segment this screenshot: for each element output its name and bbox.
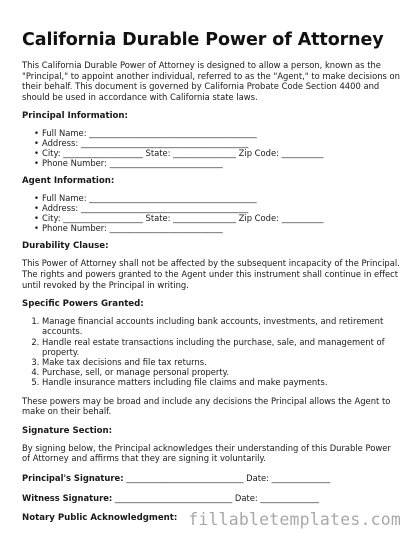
durability-heading: Durability Clause: [22, 241, 109, 252]
witness-date-label: Date: [234, 492, 258, 503]
power-item: 4. Purchase, sell, or manage personal property. [42, 367, 400, 377]
signature-text: By signing below, the Principal acknowledges their understanding of this Durable Power of Attorney and affirms that they are signing it voluntarily. [22, 442, 391, 464]
witness-signature-label: Witness Signature: [22, 492, 113, 503]
document-page [22, 30, 400, 530]
power-item: 5. Handle insurance matters including file claims and make payments. [42, 377, 400, 387]
witness-date-line[interactable]: ______________ [260, 492, 320, 503]
agent-fields [22, 193, 400, 233]
power-item: 1. Manage financial accounts including bank accounts, investments, and retirement accounts. [42, 316, 400, 336]
power-item: 2. Handle real estate transactions including the purchase, sale, and management of property. [42, 337, 400, 357]
agent-address-field[interactable]: • Address: ________________________________________ [34, 203, 400, 213]
signature-heading: Signature Section: [22, 425, 113, 436]
principal-city-state-zip-field[interactable]: • City: ___________________ State: _______________ Zip Code: __________ [34, 148, 400, 158]
principal-signature-label: Principal's Signature: [22, 472, 124, 483]
watermark: fillabletemplates.com [188, 510, 401, 529]
principal-fields [22, 128, 400, 168]
principal-heading: Principal Information: [22, 111, 128, 122]
document-title: California Durable Power of Attorney [22, 30, 384, 50]
witness-signature-row [22, 493, 400, 504]
principal-date-line[interactable]: ______________ [271, 472, 331, 483]
principal-date-label: Date: [246, 472, 269, 483]
principal-signature-line[interactable]: ____________________________ [126, 472, 244, 483]
durability-text: This Power of Attorney shall not be affected by the subsequent incapacity of the Principal. The rights and powers granted to the Agent under this instrument shall continue in effect until revoked by the Principal in writing. [22, 258, 400, 290]
intro-paragraph: This California Durable Power of Attorney is designed to allow a person, known as the "Principal," to appoint another individual, referred to as the "Agent," to make decisions on their behalf. This document is governed by California Probate Code Section 4400 and should be used in accordance with California state laws. [22, 60, 400, 102]
agent-phone-field[interactable]: • Phone Number: ___________________________ [34, 223, 400, 233]
agent-city-state-zip-field[interactable]: • City: ___________________ State: _______________ Zip Code: __________ [34, 213, 400, 223]
power-item: 3. Make tax decisions and file tax returns. [42, 357, 400, 367]
agent-full-name-field[interactable]: • Full Name: ________________________________________ [34, 193, 400, 203]
principal-signature-row [22, 473, 400, 484]
powers-list [22, 316, 400, 387]
principal-address-field[interactable]: • Address: ________________________________________ [34, 138, 400, 148]
agent-heading: Agent Information: [22, 176, 115, 187]
witness-signature-line[interactable]: ____________________________ [114, 492, 233, 503]
principal-phone-field[interactable]: • Phone Number: ___________________________ [34, 158, 400, 168]
powers-heading: Specific Powers Granted: [22, 299, 144, 310]
notary-heading: Notary Public Acknowledgment: [22, 512, 178, 523]
principal-full-name-field[interactable]: • Full Name: ________________________________________ [34, 128, 400, 138]
powers-note: These powers may be broad and include any decisions the Principal allows the Agent to make on their behalf. [22, 395, 391, 417]
